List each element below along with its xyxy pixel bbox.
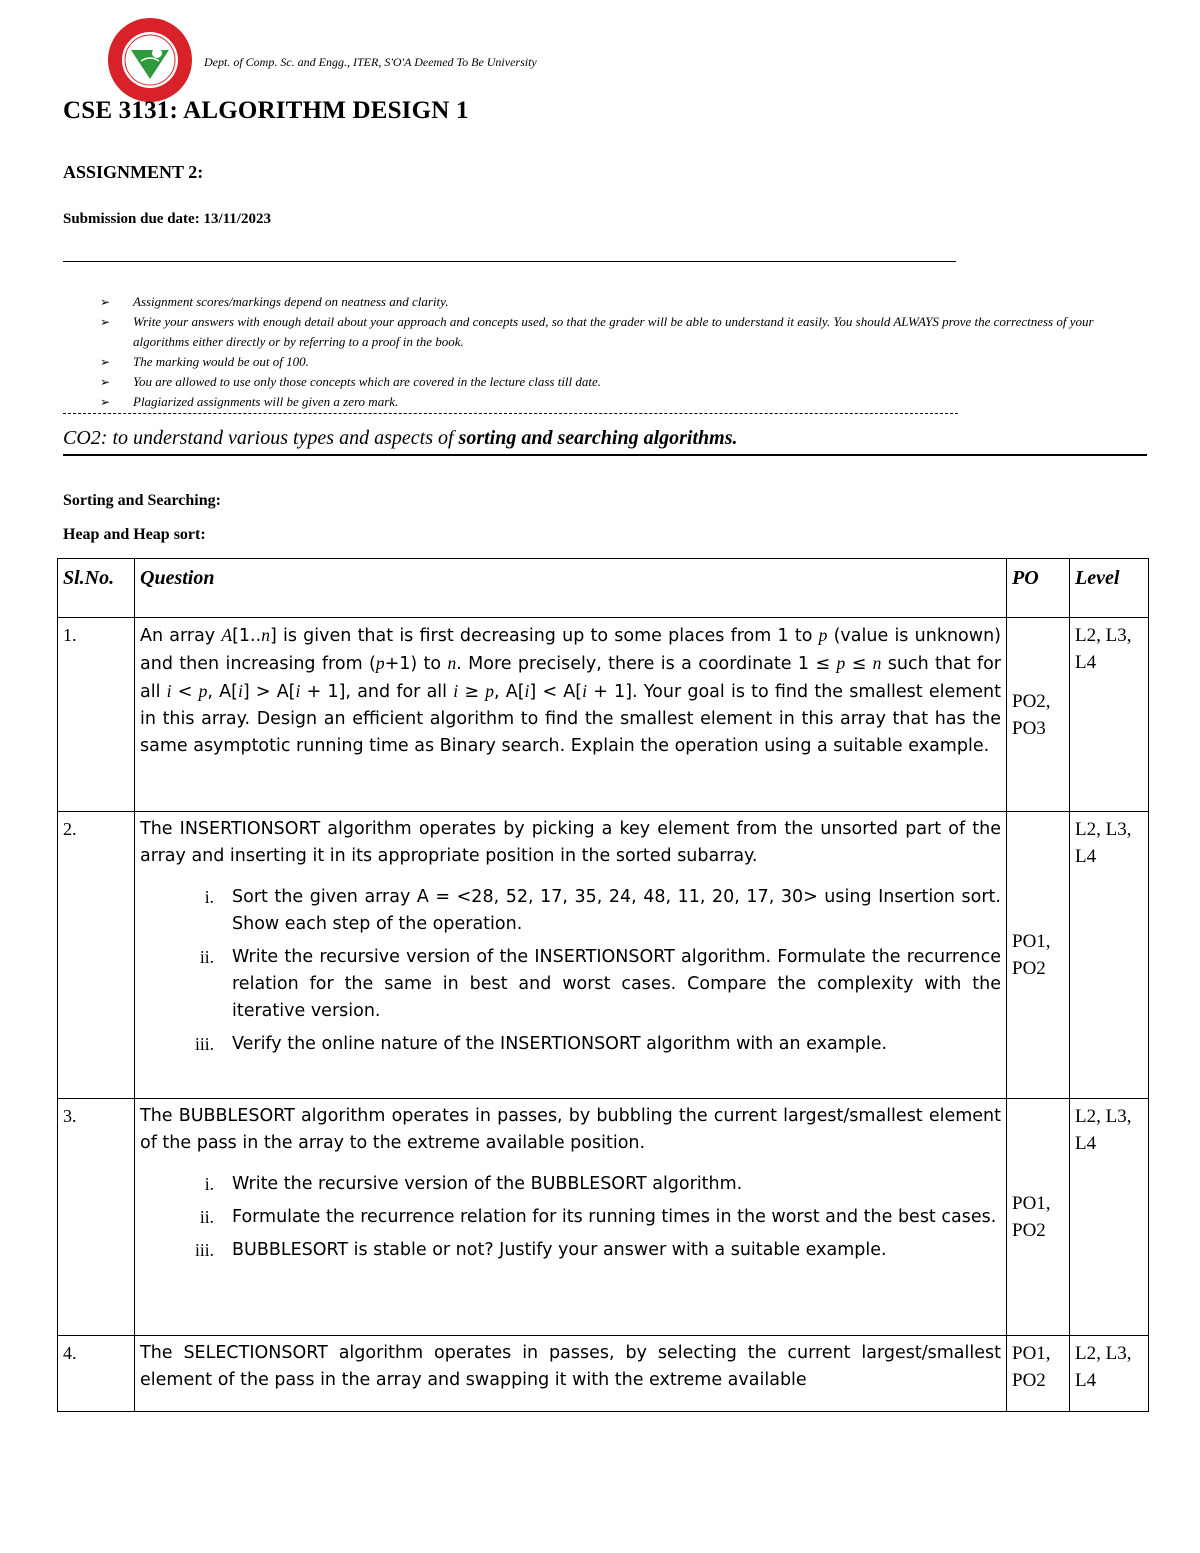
- po-value: PO1, PO2: [1007, 812, 1070, 1099]
- sub-question: iii. BUBBLESORT is stable or not? Justify your answer with a suitable example.: [195, 1240, 887, 1260]
- header-question: Question: [135, 559, 1007, 618]
- question-intro: The BUBBLESORT algorithm operates in passes, by bubbling the current largest/smallest element of the pass in the array to the extreme available position.: [140, 1106, 1001, 1153]
- subsection-heading: Heap and Heap sort:: [63, 526, 206, 543]
- header-po: PO: [1007, 559, 1070, 618]
- dashed-divider: [63, 413, 958, 414]
- sub-question: i. Sort the given array A = <28, 52, 17, 35, 24, 48, 11, 20, 17, 30> using Insertion sort. Show each step of the operation.: [204, 887, 1001, 934]
- level-value: L2, L3, L4: [1070, 812, 1149, 1099]
- table-header-row: [58, 559, 1149, 618]
- question-text: [135, 812, 1007, 1099]
- arrow-bullet-icon: ➢: [100, 315, 111, 329]
- row-number: 3.: [58, 1099, 135, 1336]
- arrow-bullet-icon: ➢: [100, 375, 111, 389]
- arrow-bullet-icon: ➢: [100, 295, 111, 309]
- sub-question: ii. Formulate the recurrence relation for its running times in the worst and the best cases.: [199, 1207, 997, 1227]
- question-text: [135, 1099, 1007, 1336]
- question-1-text: An array A[1..n] is given that is first decreasing up to some places from 1 to p (value is unknown) and then increasing from (p+1) to n. More precisely, there is a coordinate 1 ≤ p ≤ n such that for all i < p, A[i] > A[i + 1], and for all i ≥ p, A[i] < A[i + 1]. Your goal is to find the smallest element in this array. Design an efficient algorithm to find the smallest element in this array that has the same asymptotic running time as Binary search. Explain the operation using a suitable example.: [140, 625, 1001, 756]
- instruction-item: ➢ Assignment scores/markings depend on neatness and clarity.: [100, 292, 1150, 312]
- question-text: [135, 1336, 1007, 1412]
- divider-line: [63, 261, 956, 262]
- instruction-item: ➢ You are allowed to use only those concepts which are covered in the lecture class till date.: [100, 372, 1150, 392]
- row-number: 4.: [58, 1336, 135, 1412]
- department-header: Dept. of Comp. Sc. and Engg., ITER, S'O'A Deemed To Be University: [204, 55, 537, 69]
- row-number: 1.: [58, 618, 135, 812]
- due-date: Submission due date: 13/11/2023: [63, 211, 271, 227]
- row-number: 2.: [58, 812, 135, 1099]
- university-logo-icon: [107, 17, 193, 103]
- table-row: [58, 1099, 1149, 1336]
- instruction-item: ➢ Plagiarized assignments will be given a zero mark.: [100, 392, 1150, 412]
- level-value: L2, L3, L4: [1070, 1336, 1149, 1412]
- level-value: L2, L3, L4: [1070, 1099, 1149, 1336]
- course-outcome: CO2: to understand various types and aspects of sorting and searching algorithms.: [63, 427, 738, 449]
- po-value: PO2, PO3: [1007, 618, 1070, 812]
- section-heading: Sorting and Searching:: [63, 492, 221, 509]
- question-intro: The INSERTIONSORT algorithm operates by picking a key element from the unsorted part of the array and inserting it in its appropriate position in the sorted subarray.: [140, 819, 1001, 866]
- instruction-item: ➢ Write your answers with enough detail about your approach and concepts used, so that the grader will be able to understand it easily. You should ALWAYS prove the correctness of your algorithms either directly or by referring to a proof in the book.: [100, 314, 1094, 349]
- course-title: CSE 3131: ALGORITHM DESIGN 1: [63, 97, 469, 124]
- question-intro: The SELECTIONSORT algorithm operates in passes, by selecting the current largest/smallest element of the pass in the array and swapping it with the extreme available: [140, 1343, 1001, 1390]
- table-row: [58, 1336, 1149, 1412]
- sub-question: iii. Verify the online nature of the INSERTIONSORT algorithm with an example.: [195, 1034, 888, 1054]
- sub-question: i. Write the recursive version of the BUBBLESORT algorithm.: [204, 1174, 743, 1194]
- questions-table: [57, 558, 1149, 1412]
- instruction-item: ➢ The marking would be out of 100.: [100, 352, 1150, 372]
- table-row: [58, 812, 1149, 1099]
- po-value: PO1, PO2: [1007, 1336, 1070, 1412]
- table-row: [58, 618, 1149, 812]
- instructions-list: [100, 292, 1150, 412]
- sub-question: ii. Write the recursive version of the INSERTIONSORT algorithm. Formulate the recurrence relation for the same in best and worst cases. Compare the complexity with the iterative version.: [199, 947, 1001, 1021]
- arrow-bullet-icon: ➢: [100, 395, 111, 409]
- assignment-title: ASSIGNMENT 2:: [63, 162, 204, 182]
- arrow-bullet-icon: ➢: [100, 355, 111, 369]
- question-text: [135, 618, 1007, 812]
- header-slno: Sl.No.: [58, 559, 135, 618]
- header-level: Level: [1070, 559, 1149, 618]
- po-value: PO1, PO2: [1007, 1099, 1070, 1336]
- course-outcome-underline: [63, 454, 1147, 456]
- level-value: L2, L3, L4: [1070, 618, 1149, 812]
